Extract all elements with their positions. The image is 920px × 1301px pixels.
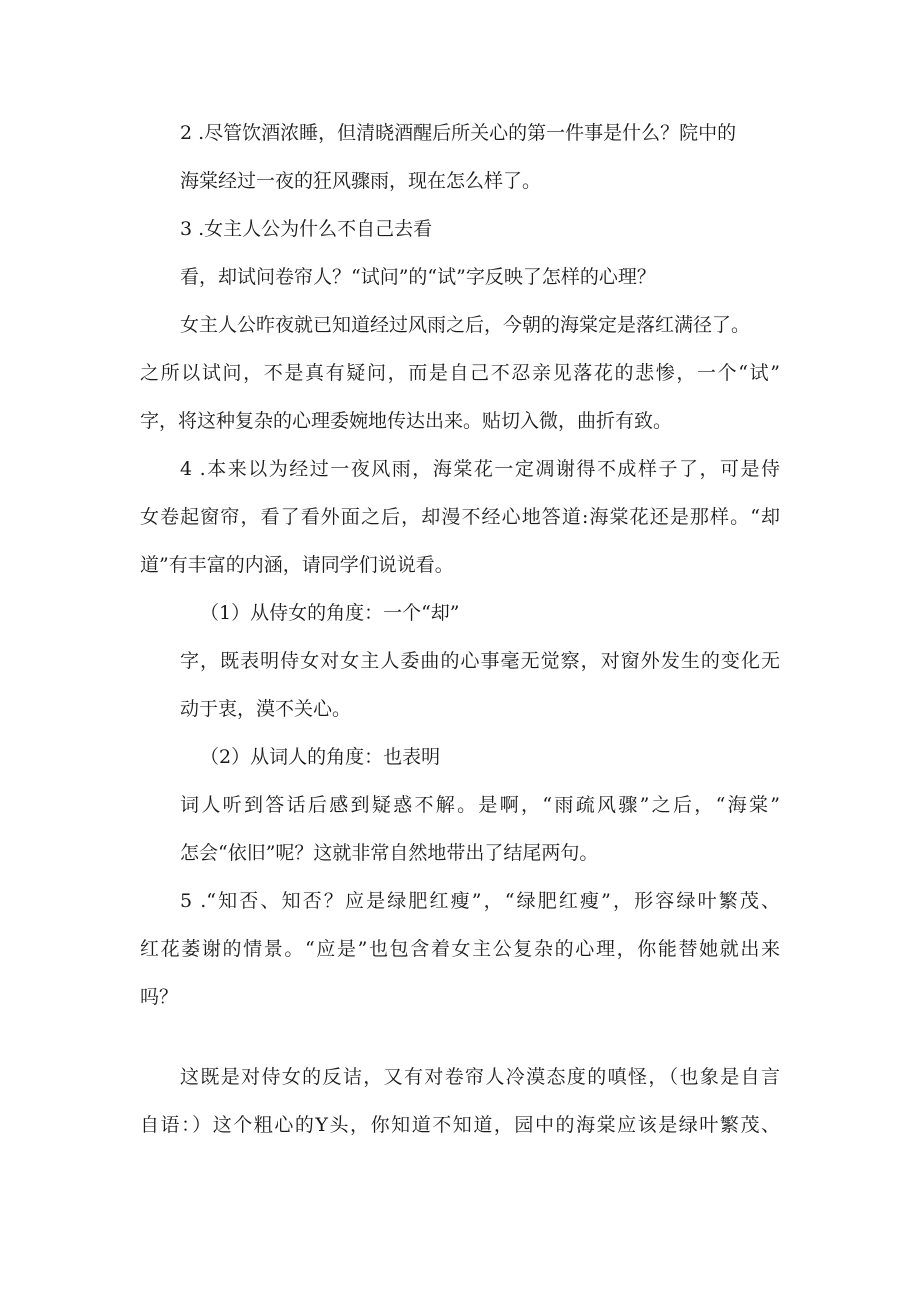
- text-line-sub1-a: （1）从侍女的角度：一个“却”: [200, 602, 460, 624]
- text-line-answer5-a: 这既是对侍女的反诘，又有对卷帘人冷漠态度的嗔怪，（也象是自言: [180, 1066, 780, 1088]
- text-line-q4-b: 女卷起窗帘，看了看外面之后，却漫不经心地答道:海棠花还是那样。“却: [140, 506, 780, 528]
- text-line-q5-a: 5 .“知否、知否？应是绿肥红瘦”，“绿肥红瘦”，形容绿叶繁茂、: [180, 890, 780, 912]
- text-line-sub1-b: 字，既表明侍女对女主人委曲的心事毫无觉察，对窗外发生的变化无: [180, 650, 780, 672]
- text-line-q2-b: 海棠经过一夜的狂风骤雨，现在怎么样了。: [180, 170, 542, 192]
- text-line-answer3-c: 字，将这种复杂的心理委婉地传达出来。贴切入微，曲折有致。: [140, 410, 673, 432]
- text-line-q5-b: 红花萎谢的情景。“应是”也包含着女主公复杂的心理，你能替她就出来: [140, 938, 780, 960]
- text-line-q2-a: 2 .尽管饮酒浓睡，但清晓酒醒后所关心的第一件事是什么？院中的: [180, 122, 737, 144]
- text-line-sub2-c: 怎会“依旧”呢？这就非常自然地带出了结尾两句。: [180, 842, 599, 864]
- text-line-sub2-a: （2）从词人的角度：也表明: [200, 746, 441, 768]
- text-line-sub2-b: 词人听到答话后感到疑惑不解。是啊，“雨疏风骤”之后，“海棠”: [180, 794, 780, 816]
- text-line-q3-a: 3 .女主人公为什么不自己去看: [180, 218, 433, 240]
- text-line-q4-c: 道”有丰富的内涵，请同学们说说看。: [140, 554, 454, 576]
- text-line-answer5-b: 自语：）这个粗心的Y头，你知道不知道，园中的海棠应该是绿叶繁茂、: [140, 1114, 780, 1136]
- text-line-sub1-c: 动于衷，漠不关心。: [180, 698, 352, 720]
- text-line-q5-c: 吗？: [140, 986, 179, 1008]
- text-line-q4-a: 4 .本来以为经过一夜风雨，海棠花一定凋谢得不成样子了，可是侍: [180, 458, 780, 480]
- text-line-q3-b: 看，却试问卷帘人？“试问”的“试”字反映了怎样的心理？: [180, 266, 656, 288]
- text-line-answer3-a: 女主人公昨夜就已知道经过风雨之后，今朝的海棠定是落红满径了。: [180, 314, 751, 336]
- text-line-answer3-b: 之所以试问，不是真有疑问，而是自己不忍亲见落花的悲惨，一个“试”: [140, 362, 780, 384]
